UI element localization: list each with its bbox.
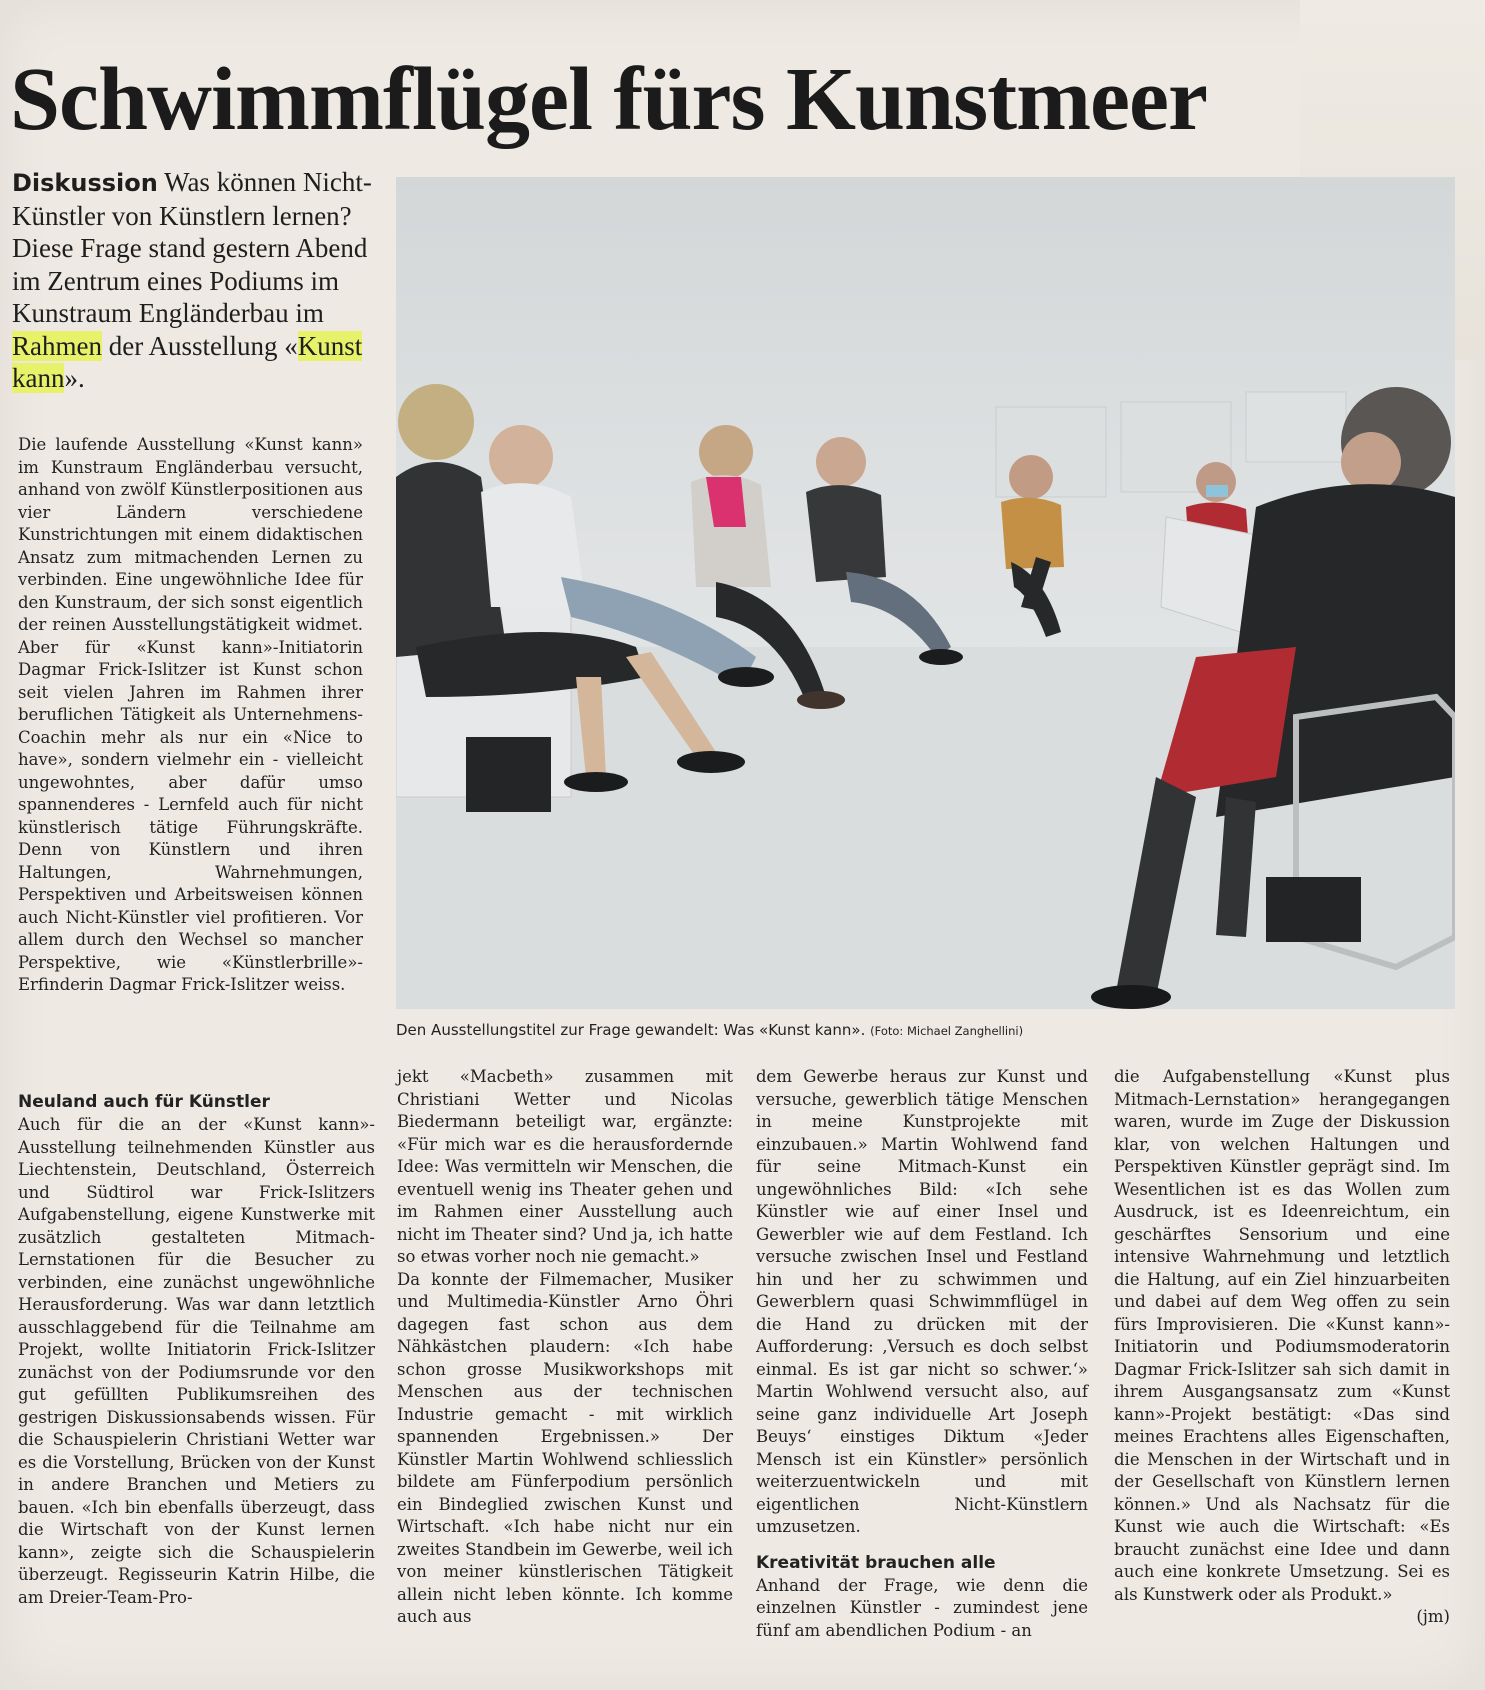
body-paragraph: Auch für die an der «Kunst kann»-Ausstellung teilnehmenden Künstler aus Liechtenstein, Deutschland, Österreich und Südtirol war Frick-Islitzers Aufgabenstellung, eigene Kunstwerke mit zusätzlich gestalteten Mitmach-Lernstationen für die Besucher zu verbinden, eine zunächst ungewöhnliche Herausforderung. Was war dann letztlich ausschlaggebend für die Teilnahme am Projekt, wollte Initiatorin Frick-Islitzer zunächst von der Podiumsrunde vor den gut gefüllten Publikumsreihen des gestrigen Diskussionsabends wissen. Für die Schauspielerin Christiani Wetter war es die Vorstellung, Brücken von der Kunst in andere Branchen und Metiers zu bauen. «Ich bin ebenfalls überzeugt, dass die Wirtschaft von der Kunst lernen kann», zeigte sich die Schauspielerin überzeugt. Regisseurin Katrin Hilbe, die am Dreier-Team-Pro-: [18, 1115, 375, 1607]
column-3: [397, 1066, 733, 1629]
column-2: [18, 1090, 375, 1609]
lead-text-2: der Ausstellung «: [101, 330, 298, 361]
body-paragraph: Da konnte der Filmemacher, Musiker und Multimedia-Künstler Arno Öhri dagegen fast schon aus dem Nähkästchen plaudern: «Ich habe schon grosse Musikworkshops mit Menschen aus der technischen Industrie gemacht - mit wirklich spannenden Ergebnissen.» Der Künstler Martin Wohlwend schliesslich bildete am Fünferpodium persönlich ein Bindeglied zwischen Kunst und Wirtschaft. «Ich habe nicht nur ein zweites Standbein im Gewerbe, weil ich von meiner künstlerischen Tätigkeit allein nicht leben könnte. Ich komme auch aus: [397, 1269, 733, 1626]
subheading-kreativitaet: Kreativität brauchen alle: [756, 1552, 996, 1573]
body-paragraph: Die laufende Ausstellung «Kunst kann» im Kunstraum Engländerbau versucht, anhand von zwölf Künstlerpositionen aus vier Ländern verschiedene Kunstrichtungen mit einem didaktischen Ansatz zum mitmachenden Lernen zu verbinden. Eine ungewöhnliche Idee für den Kunstraum, der sich sonst eigentlich der reinen Ausstellungstätigkeit widmet. Aber für «Kunst kann»-Initiatorin Dagmar Frick-Islitzer ist Kunst schon seit vielen Jahren im Rahmen ihrer beruflichen Tätigkeit als Unternehmens-Coachin mehr als nur ein «Nice to have», sondern vielmehr ein - vielleicht ungewohntes, aber dafür umso spannenderes - Lernfeld auch für nicht künstlerisch tätige Führungskräfte. Denn von Künstlern und ihren Haltungen, Wahrnehmungen, Perspektiven und Arbeitsweisen können auch Nicht-Künstler viel profitieren. Vor allem durch den Wechsel so mancher Perspektive, wie «Künstlerbrille»-Erfinderin Dagmar Frick-Islitzer weiss.: [18, 435, 363, 994]
column-1: [18, 434, 363, 997]
panel-discussion-photo: [396, 177, 1455, 1009]
lead-paragraph: [12, 166, 372, 395]
highlighted-text-kunst-kann: Kunst kann: [12, 330, 363, 393]
lead-kicker: Diskussion: [12, 169, 158, 197]
column-4: [756, 1066, 1088, 1642]
body-paragraph: die Aufgabenstellung «Kunst plus Mitmach-Lernstation» herangegangen waren, wurde im Zuge der Diskussion klar, von welchen Haltungen und Perspektiven Künstler geprägt sind. Im Wesentlichen ist es das Wollen zum Ausdruck, ist es Ideenreichtum, ein geschärftes Sensorium und eine intensive Wahrnehmung und letztlich die Haltung, auf ein Ziel hinzuarbeiten und dabei auf dem Weg offen zu sein fürs Improvisieren. Die «Kunst kann»-Initiatorin und Podiumsmoderatorin Dagmar Frick-Islitzer sah sich damit in ihrem Ausgangsansatz zum «Kunst kann»-Projekt bestätigt: «Das sind meines Erachtens alles Eigenschaften, die Menschen in der Wirtschaft und in der Gesellschaft von Künstlern lernen können.» Und als Nachsatz für die Kunst wie auch die Wirtschaft: «Es braucht zunächst eine Idee und dann auch eine konkrete Umsetzung. Sei es als Kunstwerk oder als Produkt.»: [1114, 1067, 1450, 1604]
author-signature: (jm): [1416, 1607, 1450, 1626]
lead-text-3: ».: [64, 363, 85, 393]
column-5: [1114, 1066, 1450, 1629]
lead-text-1: Was können Nicht-Künstler von Künstlern lernen? Diese Frage stand gestern Abend im Zentrum eines Podiums im Kunstraum Engländerbau im: [12, 167, 372, 328]
caption-text: Den Ausstellungstitel zur Frage gewandelt: Was «Kunst kann».: [396, 1021, 866, 1039]
body-paragraph: jekt «Macbeth» zusammen mit Christiani Wetter und Nicolas Biedermann beteiligt war, ergänzte: «Für mich war es die herausfordernde Idee: Was vermitteln wir Menschen, die eventuell wenig ins Theater gehen und im Rahmen einer Ausstellung auch nicht im Theater sind? Und ja, ich hatte so etwas vorher noch nie gemacht.»: [397, 1067, 733, 1266]
article-photo: [396, 177, 1455, 1009]
body-paragraph: dem Gewerbe heraus zur Kunst und versuche, gewerblich tätige Menschen in meine Kunstprojekte mit einzubauen.» Martin Wohlwend fand für seine Mitmach-Kunst ein ungewöhnliches Bild: «Ich sehe Künstler wie auf einer Insel und Gewerbler wie auf dem Festland. Ich versuche zwischen Insel und Festland hin und her zu schwimmen und Gewerblern quasi Schwimmflügel in die Hand zu drücken mit der Aufforderung: ‚Versuch es doch selbst einmal. Es ist gar nicht so schwer.‘» Martin Wohlwend versucht also, auf seine ganz individuelle Art Joseph Beuys‘ einstiges Diktum «Jeder Mensch ist ein Künstler» persönlich weiterzuentwickeln und mit eigentlichen Nicht-Künstlern umzusetzen.: [756, 1067, 1088, 1536]
highlighted-text-rahmen: Rahmen: [12, 330, 102, 361]
body-paragraph: Anhand der Frage, wie denn die einzelnen Künstler - zumindest jene fünf am abendlichen Podium - an: [756, 1575, 1088, 1640]
photo-credit: (Foto: Michael Zanghellini): [870, 1024, 1024, 1038]
subheading-neuland: Neuland auch für Künstler: [18, 1092, 270, 1112]
headline: Schwimmflügel fürs Kunstmeer: [10, 50, 1207, 149]
photo-caption: [396, 1021, 1456, 1039]
